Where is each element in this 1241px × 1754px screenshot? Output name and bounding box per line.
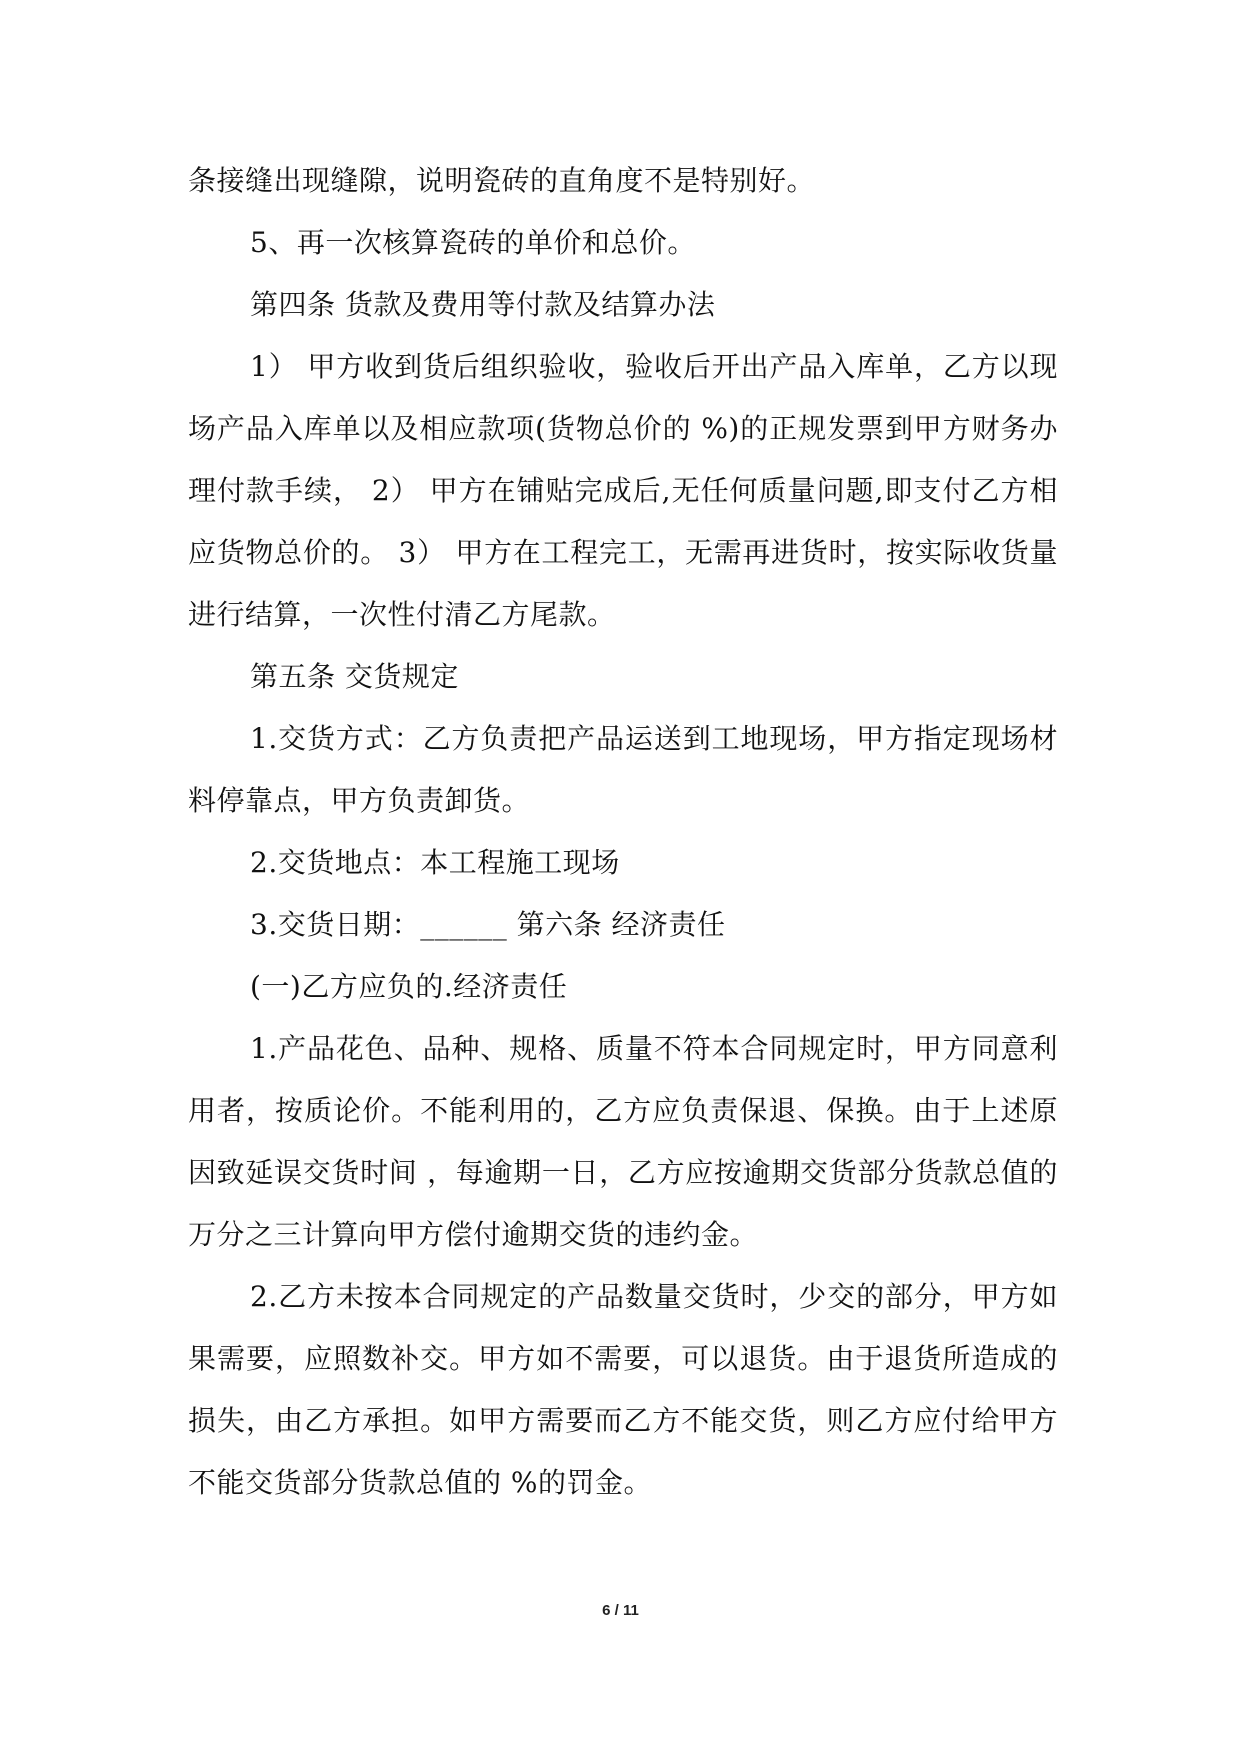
paragraph-item-5: 5、再一次核算瓷砖的单价和总价。	[250, 226, 696, 259]
paragraph-quality-liability: 1.产品花色、品种、规格、质量不符本合同规定时，甲方同意利用者，按质论价。不能利用的，乙方应负责保退、保换。由于上述原因致延误交货时间 ，每逾期一日，乙方应按逾期交货部分货款总值的万分之三计算向甲方偿付逾期交货的违约金。	[188, 1032, 1058, 1251]
article-5-heading: 第五条 交货规定	[250, 660, 459, 693]
article-4-heading: 第四条 货款及费用等付款及结算办法	[250, 288, 716, 321]
paragraph-continuation: 条接缝出现缝隙，说明瓷砖的直角度不是特别好。	[188, 164, 816, 197]
page-number: 6 / 11	[602, 1602, 639, 1619]
document-body	[188, 150, 1058, 1514]
paragraph-quantity-liability: 2.乙方未按本合同规定的产品数量交货时，少交的部分，甲方如果需要，应照数补交。甲方如不需要，可以退货。由于退货所造成的损失，由乙方承担。如甲方需要而乙方不能交货，则乙方应付给甲方不能交货部分货款总值的 %的罚金。	[188, 1280, 1058, 1499]
section-party-b-liability: (一)乙方应负的.经济责任	[250, 970, 568, 1003]
paragraph-delivery-date: 3.交货日期：______ 第六条 经济责任	[250, 908, 726, 941]
paragraph-payment-terms: 1） 甲方收到货后组织验收，验收后开出产品入库单，乙方以现场产品入库单以及相应款项(货物总价的 %)的正规发票到甲方财务办理付款手续， 2） 甲方在铺贴完成后,无任何质量问题,即支付乙方相应货物总价的。 3） 甲方在工程完工，无需再进货时，按实际收货量进行结算，一次性付清乙方尾款。	[188, 350, 1058, 631]
paragraph-delivery-location: 2.交货地点：本工程施工现场	[250, 846, 620, 879]
paragraph-delivery-method: 1.交货方式：乙方负责把产品运送到工地现场，甲方指定现场材料停靠点，甲方负责卸货。	[188, 722, 1058, 817]
